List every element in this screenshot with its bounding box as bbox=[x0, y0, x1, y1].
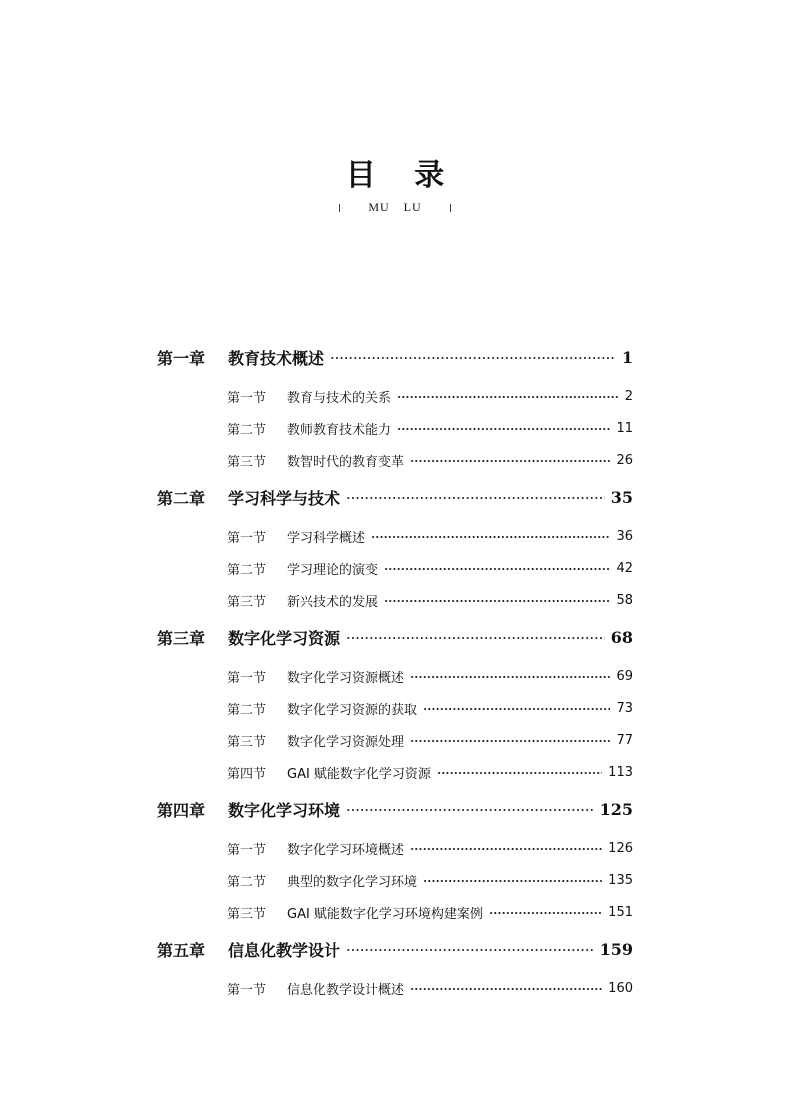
section-entry[interactable] bbox=[227, 590, 633, 610]
section-page-number: 77 bbox=[616, 732, 633, 748]
section-page-number: 69 bbox=[616, 668, 633, 684]
section-number: 第一节 bbox=[227, 842, 267, 858]
dot-leader bbox=[346, 949, 594, 951]
section-number: 第一节 bbox=[227, 530, 267, 546]
dot-leader bbox=[410, 460, 610, 462]
chapter-entry[interactable] bbox=[157, 344, 633, 370]
section-entry[interactable] bbox=[227, 666, 633, 686]
chapter-number: 第二章 bbox=[157, 488, 206, 508]
section-number: 第二节 bbox=[227, 422, 267, 438]
dot-leader bbox=[410, 988, 602, 990]
dot-leader bbox=[410, 676, 610, 678]
dot-leader bbox=[489, 912, 602, 914]
chapter-page-number: 68 bbox=[610, 627, 633, 647]
section-number: 第一节 bbox=[227, 390, 267, 406]
chapter-title: 数字化学习资源 bbox=[228, 628, 341, 648]
section-entry[interactable] bbox=[227, 730, 633, 750]
section-entry[interactable] bbox=[227, 558, 633, 578]
section-title: 数字化学习环境概述 bbox=[287, 842, 405, 858]
section-page-number: 126 bbox=[608, 840, 633, 856]
chapter-entry[interactable] bbox=[157, 624, 633, 650]
left-tick-divider bbox=[339, 204, 340, 212]
dot-leader bbox=[423, 708, 610, 710]
section-title: 信息化教学设计概述 bbox=[287, 982, 405, 998]
page-subtitle bbox=[0, 200, 790, 215]
chapter-page-number: 1 bbox=[621, 347, 633, 367]
section-number: 第二节 bbox=[227, 874, 267, 890]
dot-leader bbox=[371, 536, 610, 538]
section-title: 教育与技术的关系 bbox=[287, 390, 392, 406]
page-title: 目 录 bbox=[345, 158, 459, 193]
section-page-number: 135 bbox=[608, 872, 633, 888]
section-page-number: 58 bbox=[616, 592, 633, 608]
section-title: GAI 赋能数字化学习环境构建案例 bbox=[287, 906, 483, 922]
section-title: 新兴技术的发展 bbox=[287, 594, 379, 610]
section-entry[interactable] bbox=[227, 526, 633, 546]
section-title: 学习科学概述 bbox=[287, 530, 366, 546]
section-title: 典型的数字化学习环境 bbox=[287, 874, 418, 890]
section-entry[interactable] bbox=[227, 838, 633, 858]
chapter-page-number: 125 bbox=[599, 799, 633, 819]
section-title: GAI 赋能数字化学习资源 bbox=[287, 766, 431, 782]
section-entry[interactable] bbox=[227, 698, 633, 718]
dot-leader bbox=[437, 772, 602, 774]
section-number: 第三节 bbox=[227, 906, 267, 922]
chapter-number: 第三章 bbox=[157, 628, 206, 648]
dot-leader bbox=[346, 809, 594, 811]
chapter-number: 第四章 bbox=[157, 800, 206, 820]
chapter-entry[interactable] bbox=[157, 936, 633, 962]
section-entry[interactable] bbox=[227, 450, 633, 470]
section-page-number: 11 bbox=[616, 420, 633, 436]
section-page-number: 42 bbox=[616, 560, 633, 576]
section-entry[interactable] bbox=[227, 762, 633, 782]
section-page-number: 151 bbox=[608, 904, 633, 920]
section-page-number: 2 bbox=[624, 388, 633, 404]
section-page-number: 160 bbox=[608, 980, 633, 996]
section-title: 学习理论的演变 bbox=[287, 562, 379, 578]
dot-leader bbox=[346, 497, 605, 499]
section-title: 数字化学习资源概述 bbox=[287, 670, 405, 686]
dot-leader bbox=[397, 428, 610, 430]
dot-leader bbox=[330, 357, 616, 359]
chapter-number: 第一章 bbox=[157, 348, 206, 368]
section-page-number: 36 bbox=[616, 528, 633, 544]
section-title: 数字化学习资源处理 bbox=[287, 734, 405, 750]
chapter-title: 数字化学习环境 bbox=[228, 800, 341, 820]
chapter-page-number: 159 bbox=[599, 939, 633, 959]
dot-leader bbox=[384, 568, 610, 570]
chapter-title: 信息化教学设计 bbox=[228, 940, 341, 960]
section-page-number: 113 bbox=[608, 764, 633, 780]
section-entry[interactable] bbox=[227, 386, 633, 406]
section-number: 第二节 bbox=[227, 702, 267, 718]
chapter-title: 学习科学与技术 bbox=[228, 488, 341, 508]
section-title: 数智时代的教育变革 bbox=[287, 454, 405, 470]
subtitle-text: MU LU bbox=[368, 200, 422, 214]
section-number: 第三节 bbox=[227, 594, 267, 610]
dot-leader bbox=[384, 600, 610, 602]
dot-leader bbox=[423, 880, 602, 882]
section-number: 第一节 bbox=[227, 670, 267, 686]
section-number: 第四节 bbox=[227, 766, 267, 782]
section-page-number: 73 bbox=[616, 700, 633, 716]
dot-leader bbox=[397, 396, 619, 398]
section-number: 第三节 bbox=[227, 454, 267, 470]
dot-leader bbox=[346, 637, 605, 639]
section-entry[interactable] bbox=[227, 978, 633, 998]
section-page-number: 26 bbox=[616, 452, 633, 468]
section-number: 第一节 bbox=[227, 982, 267, 998]
section-number: 第三节 bbox=[227, 734, 267, 750]
section-title: 数字化学习资源的获取 bbox=[287, 702, 418, 718]
chapter-number: 第五章 bbox=[157, 940, 206, 960]
chapter-entry[interactable] bbox=[157, 796, 633, 822]
right-tick-divider bbox=[450, 204, 451, 212]
section-title: 教师教育技术能力 bbox=[287, 422, 392, 438]
chapter-entry[interactable] bbox=[157, 484, 633, 510]
section-entry[interactable] bbox=[227, 902, 633, 922]
dot-leader bbox=[410, 740, 610, 742]
section-entry[interactable] bbox=[227, 870, 633, 890]
section-entry[interactable] bbox=[227, 418, 633, 438]
chapter-page-number: 35 bbox=[610, 487, 633, 507]
dot-leader bbox=[410, 848, 602, 850]
section-number: 第二节 bbox=[227, 562, 267, 578]
chapter-title: 教育技术概述 bbox=[228, 348, 325, 368]
